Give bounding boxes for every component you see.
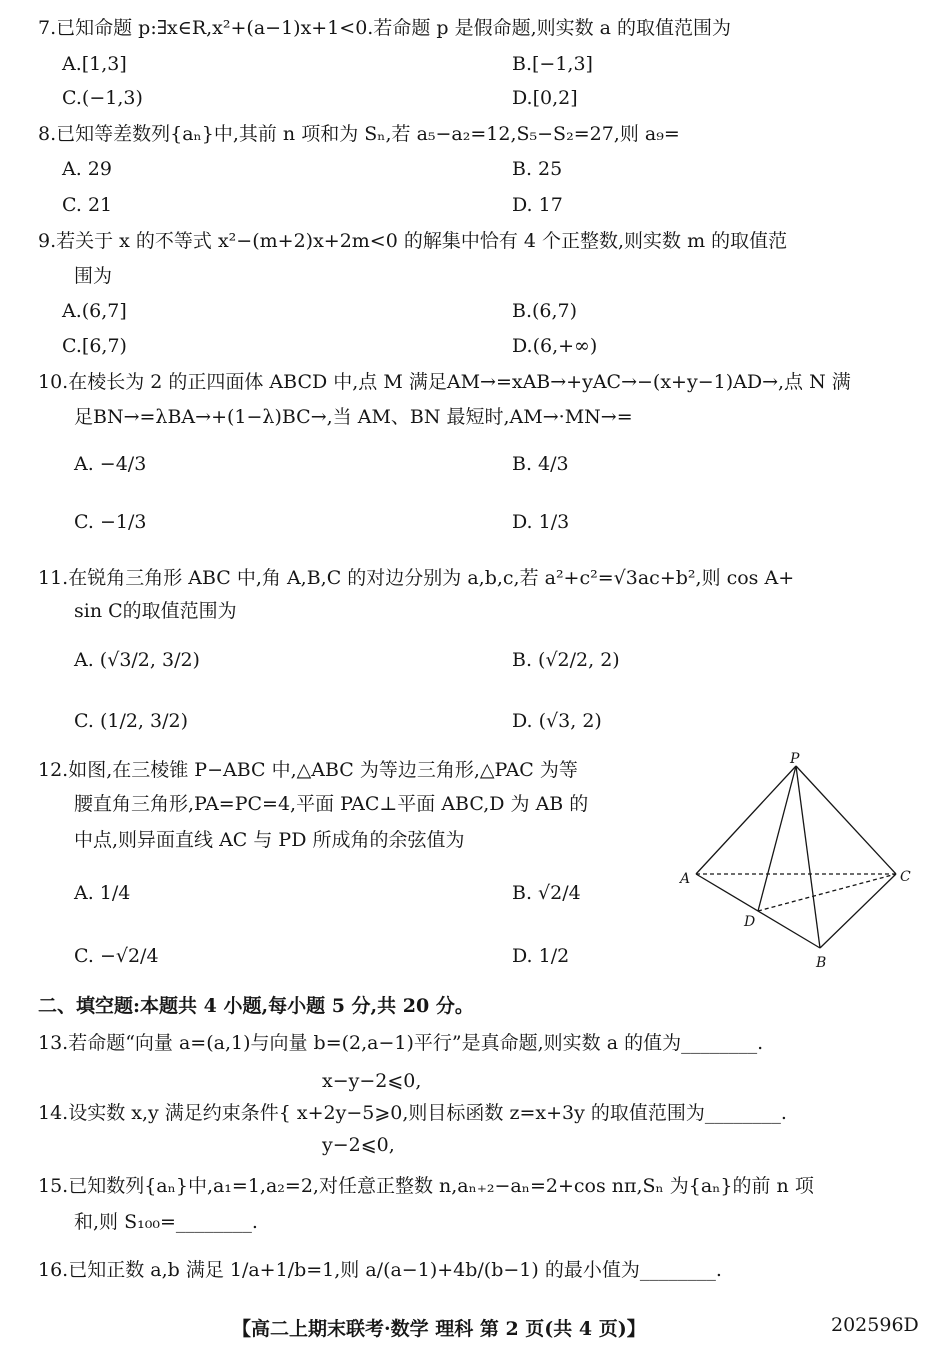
label-p: P bbox=[790, 752, 800, 767]
question-15-continued: 和,则 S₁₀₀=________. bbox=[74, 1211, 258, 1233]
edge-pc bbox=[796, 766, 896, 874]
question-9-option-b: B.(6,7) bbox=[512, 300, 578, 322]
question-8-option-c: C. 21 bbox=[62, 194, 113, 216]
question-9-option-c: C.[6,7) bbox=[62, 335, 127, 357]
question-12-stem-continued-2: 中点,则异面直线 AC 与 PD 所成角的余弦值为 bbox=[74, 829, 465, 851]
question-12-option-d: D. 1/2 bbox=[512, 945, 570, 967]
edge-pa bbox=[696, 766, 796, 874]
question-8-stem: 8.已知等差数列{aₙ}中,其前 n 项和为 Sₙ,若 a₅−a₂=12,S₅−S₂=27,则 a₉= bbox=[38, 123, 680, 145]
pyramid-diagram bbox=[672, 752, 922, 978]
question-16: 16.已知正数 a,b 满足 1/a+1/b=1,则 a/(a−1)+4b/(b−1) 的最小值为________. bbox=[38, 1259, 722, 1281]
question-11-option-d: D. (√3, 2) bbox=[512, 710, 602, 732]
question-11-option-c: C. (1/2, 3/2) bbox=[74, 710, 188, 732]
question-12-option-b: B. √2/4 bbox=[512, 882, 581, 904]
question-14: 14.设实数 x,y 满足约束条件{ x+2y−5⩾0,则目标函数 z=x+3y 的取值范围为________. bbox=[38, 1102, 787, 1124]
question-12-option-a: A. 1/4 bbox=[74, 882, 131, 904]
question-7-option-c: C.(−1,3) bbox=[62, 87, 143, 109]
edge-pd bbox=[758, 766, 796, 911]
question-7-stem: 7.已知命题 p:∃x∈R,x²+(a−1)x+1<0.若命题 p 是假命题,则实数 a 的取值范围为 bbox=[38, 17, 732, 39]
question-12-option-c: C. −√2/4 bbox=[74, 945, 159, 967]
label-c: C bbox=[900, 869, 911, 885]
question-13: 13.若命题“向量 a=(a,1)与向量 b=(2,a−1)平行”是真命题,则实数 a 的值为________. bbox=[38, 1032, 764, 1054]
pyramid-figure bbox=[672, 752, 922, 978]
question-10-option-d: D. 1/3 bbox=[512, 511, 570, 533]
question-12-stem: 12.如图,在三棱锥 P−ABC 中,△ABC 为等边三角形,△PAC 为等 bbox=[38, 759, 578, 781]
page-footer-title: 【高二上期末联考·数学 理科 第 2 页(共 4 页)】 bbox=[232, 1318, 646, 1340]
question-8-option-b: B. 25 bbox=[512, 158, 563, 180]
edge-cb bbox=[820, 874, 896, 948]
question-10-option-b: B. 4/3 bbox=[512, 453, 569, 475]
question-7-option-b: B.[−1,3] bbox=[512, 53, 593, 75]
label-b: B bbox=[816, 955, 827, 971]
question-11-stem-continued: sin C的取值范围为 bbox=[74, 600, 237, 622]
page-footer-code: 202596D bbox=[831, 1314, 919, 1336]
question-7-option-d: D.[0,2] bbox=[512, 87, 578, 109]
label-d: D bbox=[744, 914, 756, 930]
question-9-stem: 9.若关于 x 的不等式 x²−(m+2)x+2m<0 的解集中恰有 4 个正整数,则实数 m 的取值范 bbox=[38, 230, 788, 252]
question-11-stem: 11.在锐角三角形 ABC 中,角 A,B,C 的对边分别为 a,b,c,若 a²+c²=√3ac+b²,则 cos A+ bbox=[38, 567, 795, 589]
question-14-condition-3: y−2⩽0, bbox=[322, 1134, 395, 1156]
question-9-stem-continued: 围为 bbox=[74, 265, 113, 287]
question-10-stem: 10.在棱长为 2 的正四面体 ABCD 中,点 M 满足AM→=xAB→+yAC→−(x+y−1)AD→,点 N 满 bbox=[38, 371, 851, 393]
question-8-option-d: D. 17 bbox=[512, 194, 563, 216]
question-10-option-c: C. −1/3 bbox=[74, 511, 147, 533]
section-2-heading: 二、填空题:本题共 4 小题,每小题 5 分,共 20 分。 bbox=[38, 995, 474, 1017]
question-7-option-a: A.[1,3] bbox=[62, 53, 127, 75]
question-11-option-b: B. (√2/2, 2) bbox=[512, 649, 620, 671]
label-a: A bbox=[680, 871, 691, 887]
question-8-option-a: A. 29 bbox=[62, 158, 112, 180]
question-12-stem-continued-1: 腰直角三角形,PA=PC=4,平面 PAC⊥平面 ABC,D 为 AB 的 bbox=[74, 793, 589, 815]
question-14-condition-1: x−y−2⩽0, bbox=[322, 1070, 422, 1092]
question-10-option-a: A. −4/3 bbox=[74, 453, 147, 475]
question-11-option-a: A. (√3/2, 3/2) bbox=[74, 649, 200, 671]
edge-pb bbox=[796, 766, 820, 948]
question-15: 15.已知数列{aₙ}中,a₁=1,a₂=2,对任意正整数 n,aₙ₊₂−aₙ=2+cos nπ,Sₙ 为{aₙ}的前 n 项 bbox=[38, 1175, 814, 1197]
question-10-stem-continued: 足BN→=λBA→+(1−λ)BC→,当 AM、BN 最短时,AM→·MN→= bbox=[74, 406, 633, 428]
question-9-option-a: A.(6,7] bbox=[62, 300, 127, 322]
question-9-option-d: D.(6,+∞) bbox=[512, 335, 598, 357]
edge-dc-hidden bbox=[758, 874, 896, 911]
